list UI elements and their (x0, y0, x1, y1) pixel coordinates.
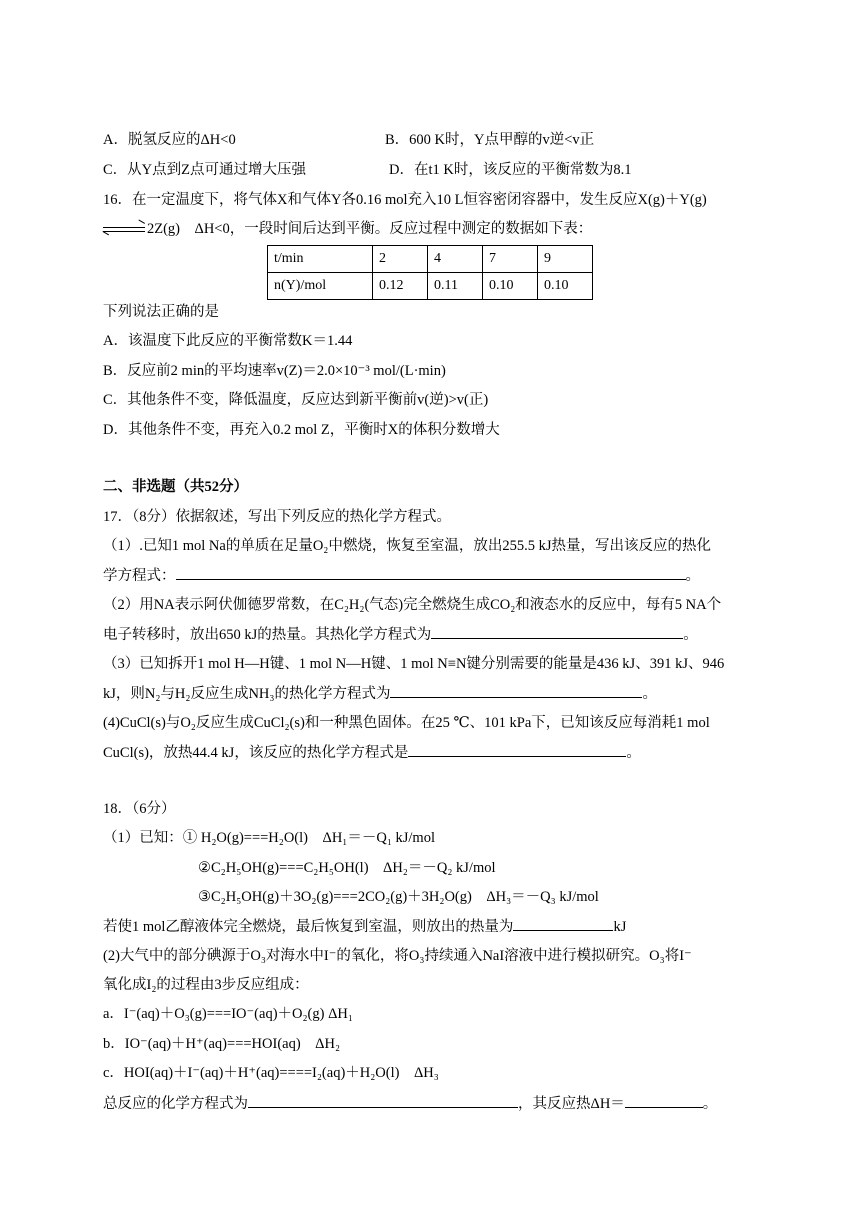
q18-eq2: ②C₂H₅OH(g)===C₂H₅OH(l) ΔH₂＝－Q₂ kJ/mol (198, 860, 496, 876)
answer-blank[interactable] (248, 1093, 518, 1108)
answer-blank[interactable] (431, 624, 683, 639)
q16-stem-cont: 2Z(g) ΔH<0，一段时间后达到平衡。反应过程中测定的数据如下表： (103, 219, 592, 239)
table-cell: 0.12 (373, 273, 428, 300)
q17-part1: （1）.已知1 mol Na的单质在足量O₂中燃烧，恢复至室温，放出255.5 kJ热量，写出该反应的热化 (103, 538, 712, 554)
q16-option-c: C．其他条件不变，降低温度，反应达到新平衡前v(逆)>v(正) (103, 392, 489, 408)
q18-reaction-b: b．IO⁻(aq)＋H⁺(aq)===HOI(aq) ΔH₂ (103, 1036, 341, 1052)
q18-reaction-c: c．HOI(aq)＋I⁻(aq)＋H⁺(aq)====I₂(aq)＋H₂O(l) ΔH₃ (103, 1065, 439, 1081)
q17-part4: (4)CuCl(s)与O₂反应生成CuCl₂(s)和一种黑色固体。在25 ℃、101 kPa下，已知该反应每消耗1 mol (103, 715, 710, 731)
q16-option-b: B．反应前2 min的平均速率v(Z)＝2.0×10⁻³ mol/(L·min) (103, 363, 446, 379)
answer-blank[interactable] (513, 916, 613, 931)
answer-blank[interactable] (625, 1093, 703, 1108)
q15-option-d: D．在t1 K时，该反应的平衡常数为8.1 (389, 162, 632, 178)
table-cell: 0.10 (483, 273, 538, 300)
table-cell: 0.11 (428, 273, 483, 300)
q18-part2: (2)大气中的部分碘源于O₃对海水中I⁻的氧化，将O₃持续通入NaI溶液中进行模拟研究。O₃将I⁻ (103, 948, 692, 964)
q16-prompt: 下列说法正确的是 (103, 304, 219, 320)
answer-blank[interactable] (176, 565, 686, 580)
q18-eq3: ③C₂H₅OH(g)＋3O₂(g)===2CO₂(g)＋3H₂O(g) ΔH₃＝－Q₃ kJ/mol (198, 889, 599, 905)
answer-blank[interactable] (390, 683, 642, 698)
table-cell: 7 (483, 246, 538, 273)
q15-option-c: C．从Y点到Z点可通过增大压强 (103, 162, 306, 178)
table-row (268, 273, 593, 300)
table-cell: 0.10 (538, 273, 593, 300)
q16-stem: 16．在一定温度下，将气体X和气体Y各0.16 mol充入10 L恒容密闭容器中，发生反应X(g)＋Y(g) (103, 192, 707, 208)
answer-blank[interactable] (408, 742, 626, 757)
q18-total-answer-line: 总反应的化学方程式为 ，其反应热ΔH＝ 。 (103, 1093, 717, 1114)
q16-option-a: A．该温度下此反应的平衡常数K＝1.44 (103, 333, 353, 349)
table-cell: 4 (428, 246, 483, 273)
q17-part2-answer-line: 电子转移时，放出650 kJ的热量。其热化学方程式为 。 (103, 624, 698, 645)
table-row (268, 246, 593, 273)
table-cell: t/min (268, 246, 373, 273)
q18-eq1: （1）已知：① H₂O(g)===H₂O(l) ΔH₁＝－Q₁ kJ/mol (103, 830, 435, 846)
q17-part2: （2）用NA表示阿伏伽德罗常数，在C₂H₂(气态)完全燃烧生成CO₂和液态水的反应中，每有5 NA个 (103, 597, 722, 613)
q15-option-a: A．脱氢反应的ΔH<0 (103, 132, 236, 148)
reversible-arrow-icon (103, 225, 145, 235)
q18-reaction-a: a．I⁻(aq)＋O₃(g)===IO⁻(aq)＋O₂(g) ΔH₁ (103, 1006, 353, 1022)
q17-stem: 17．（8分）依据叙述，写出下列反应的热化学方程式。 (103, 509, 451, 525)
table-cell: 2 (373, 246, 428, 273)
q16-data-table (267, 245, 593, 300)
q16-option-d: D．其他条件不变，再充入0.2 mol Z，平衡时X的体积分数增大 (103, 422, 500, 438)
q18-part1-answer-line: 若使1 mol乙醇液体完全燃烧，最后恢复到室温，则放出的热量为 kJ (103, 916, 626, 937)
q17-part1-answer-line: 学方程式： 。 (103, 565, 700, 586)
q17-part4-answer-line: CuCl(s)，放热44.4 kJ，该反应的热化学方程式是 。 (103, 742, 641, 763)
q17-part3-answer-line: kJ，则N₂与H₂反应生成NH₃的热化学方程式为 。 (103, 683, 657, 704)
q18-stem: 18．（6分） (103, 801, 176, 817)
q15-option-b: B．600 K时，Y点甲醇的v逆<v正 (385, 132, 595, 148)
table-cell: 9 (538, 246, 593, 273)
table-cell: n(Y)/mol (268, 273, 373, 300)
section-heading: 二、非选题（共52分） (103, 479, 248, 495)
q17-part3: （3）已知拆开1 mol H—H键、1 mol N—H键、1 mol N≡N键分别需要的能量是436 kJ、391 kJ、946 (103, 656, 725, 672)
q18-part2-cont: 氧化成I₂的过程由3步反应组成： (103, 977, 309, 993)
